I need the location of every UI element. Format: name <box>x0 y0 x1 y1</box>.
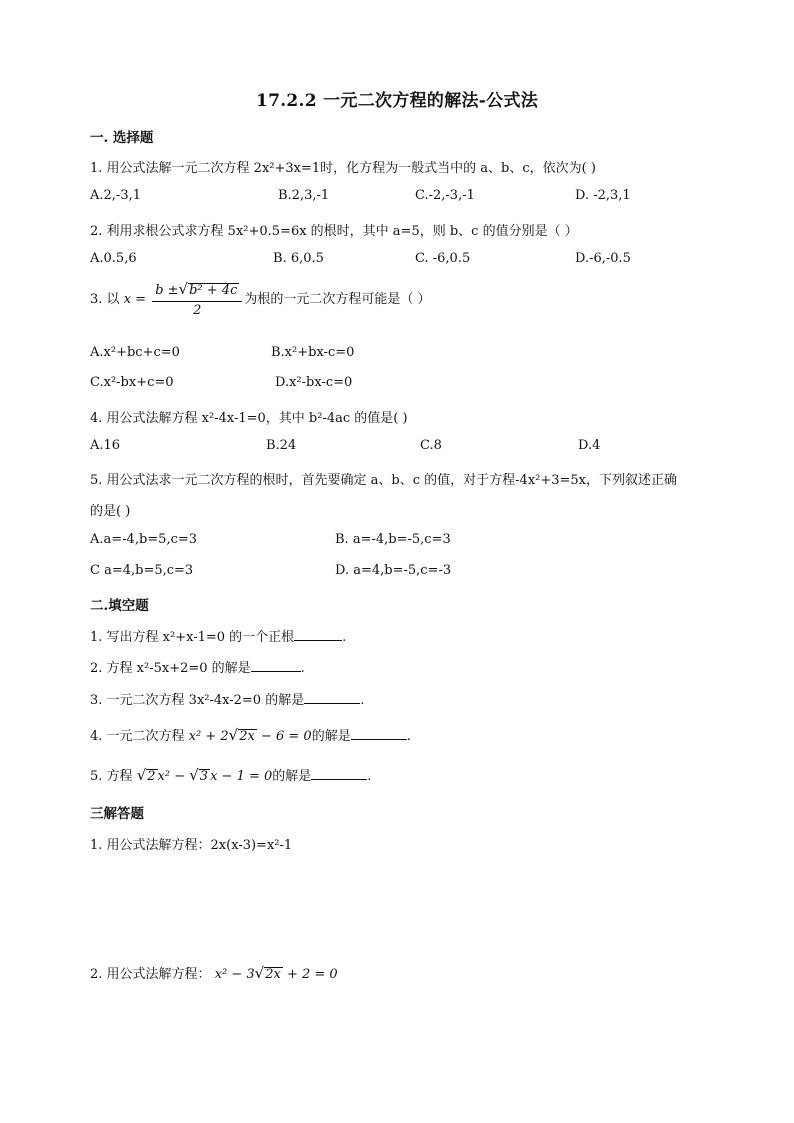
numerator-text: b ± <box>155 283 179 298</box>
equation-part: x² − 3 <box>214 967 255 982</box>
option-1-2-a: A.0.5,6 <box>90 251 137 266</box>
section-heading-solve: 三解答题 <box>90 806 144 822</box>
question-1-4: 4. 用公式法解方程 x²-4x-1=0，其中 b²-4ac 的值是( ) <box>90 411 408 426</box>
option-1-1-a: A.2,-3,1 <box>90 188 141 203</box>
radicand: 3 <box>199 769 209 784</box>
equation-part: + 2 = 0 <box>282 967 338 982</box>
option-1-3-d: D.x²-bx-c=0 <box>275 375 353 390</box>
option-1-2-b: B. 6,0.5 <box>273 251 324 266</box>
option-1-3-b: B.x²+bx-c=0 <box>271 345 355 360</box>
radical-sign-icon: √ <box>189 766 199 784</box>
question-1-5-line1: 5. 用公式法求一元二次方程的根时，首先要确定 a、b、c 的值，对于方程-4x²+3=5x，下列叙述正确 <box>90 473 678 488</box>
answer-blank[interactable] <box>351 727 407 740</box>
question-2-5-after: 的解是 <box>272 769 312 784</box>
question-2-3-suffix: . <box>360 693 365 708</box>
question-2-2-text: 2. 方程 x²-5x+2=0 的解是 <box>90 661 251 676</box>
option-1-2-c: C. -6,0.5 <box>415 251 471 266</box>
question-2-3 <box>90 689 364 708</box>
radicand: 2 <box>147 769 156 784</box>
radical-sign-icon: √ <box>228 726 239 744</box>
radicand: 2x <box>265 967 281 982</box>
radical-sign-icon: √ <box>254 964 265 982</box>
root-formula-fraction <box>152 281 242 318</box>
question-3-1: 1. 用公式法解方程：2x(x-3)=x²-1 <box>90 838 293 853</box>
fraction-denominator: 2 <box>193 302 202 318</box>
question-2-3-text: 3. 一元二次方程 3x²-4x-2=0 的解是 <box>90 693 305 708</box>
option-1-4-d: D.4 <box>578 438 601 453</box>
question-2-1-text: 1. 写出方程 x²+x-1=0 的一个正根 <box>90 630 295 645</box>
question-2-4-after: 的解是 <box>311 729 351 744</box>
answer-blank[interactable] <box>311 767 367 780</box>
question-2-2-suffix: . <box>300 661 305 676</box>
question-2-2 <box>90 657 305 676</box>
option-1-5-c: C a=4,b=5,c=3 <box>90 563 194 578</box>
option-1-2-d: D.-6,-0.5 <box>575 251 631 266</box>
answer-blank[interactable] <box>294 628 342 641</box>
equation-part: x² − <box>157 769 190 784</box>
section-heading-choice: 一. 选择题 <box>90 130 154 146</box>
question-1-2: 2. 利用求根公式求方程 5x²+0.5=6x 的根时，其中 a=5，则 b、c 的值分别是（ ） <box>90 224 578 239</box>
option-1-4-b: B.24 <box>266 438 297 453</box>
question-1-3 <box>90 281 431 318</box>
option-1-5-d: D. a=4,b=-5,c=-3 <box>335 563 452 578</box>
question-1-3-suffix: 为根的一元二次方程可能是（ ） <box>244 292 431 308</box>
question-2-4-text: 4. 一元二次方程 <box>90 729 185 744</box>
page-title: 17.2.2 一元二次方程的解法-公式法 <box>255 91 539 111</box>
question-2-5-suffix: . <box>367 769 372 784</box>
question-2-5-text: 5. 方程 <box>90 769 133 784</box>
question-2-1 <box>90 626 346 645</box>
answer-blank[interactable] <box>251 659 301 672</box>
radicand: 2x <box>239 729 255 744</box>
question-1-1: 1. 用公式法解一元二次方程 2x²+3x=1时，化方程为一般式当中的 a、b、c，依次为( ) <box>90 161 596 176</box>
equation-part: x − 1 = 0 <box>210 769 273 784</box>
equation-part: − 6 = 0 <box>256 729 312 744</box>
answer-blank[interactable] <box>304 691 360 704</box>
radicand: b² + 4c <box>189 283 238 298</box>
question-2-1-suffix: . <box>342 630 347 645</box>
option-1-1-b: B.2,3,-1 <box>278 188 330 203</box>
radical-sign-icon: √ <box>178 280 189 298</box>
question-2-4 <box>90 725 411 745</box>
question-3-2-text: 2. 用公式法解方程： <box>90 967 211 982</box>
question-2-5 <box>90 765 371 785</box>
option-1-1-d: D. -2,3,1 <box>575 188 631 203</box>
option-1-1-c: C.-2,-3,-1 <box>415 188 475 203</box>
option-1-5-b: B. a=-4,b=-5,c=3 <box>335 532 451 547</box>
radical-sign-icon: √ <box>136 766 147 784</box>
section-heading-fill: 二.填空题 <box>90 598 149 614</box>
question-1-5-line2: 的是( ) <box>90 504 131 519</box>
option-1-4-a: A.16 <box>90 438 121 453</box>
fraction-numerator <box>152 281 242 302</box>
question-3-2 <box>90 963 338 983</box>
equation-part: x² + 2 <box>188 729 229 744</box>
option-1-3-a: A.x²+bc+c=0 <box>90 345 180 360</box>
question-1-3-prefix: 3. 以 <box>90 292 120 308</box>
option-1-5-a: A.a=-4,b=5,c=3 <box>90 532 198 547</box>
option-1-3-c: C.x²-bx+c=0 <box>90 375 174 390</box>
question-2-4-suffix: . <box>406 729 411 744</box>
question-1-3-lhs: x = <box>123 292 147 308</box>
option-1-4-c: C.8 <box>420 438 442 453</box>
